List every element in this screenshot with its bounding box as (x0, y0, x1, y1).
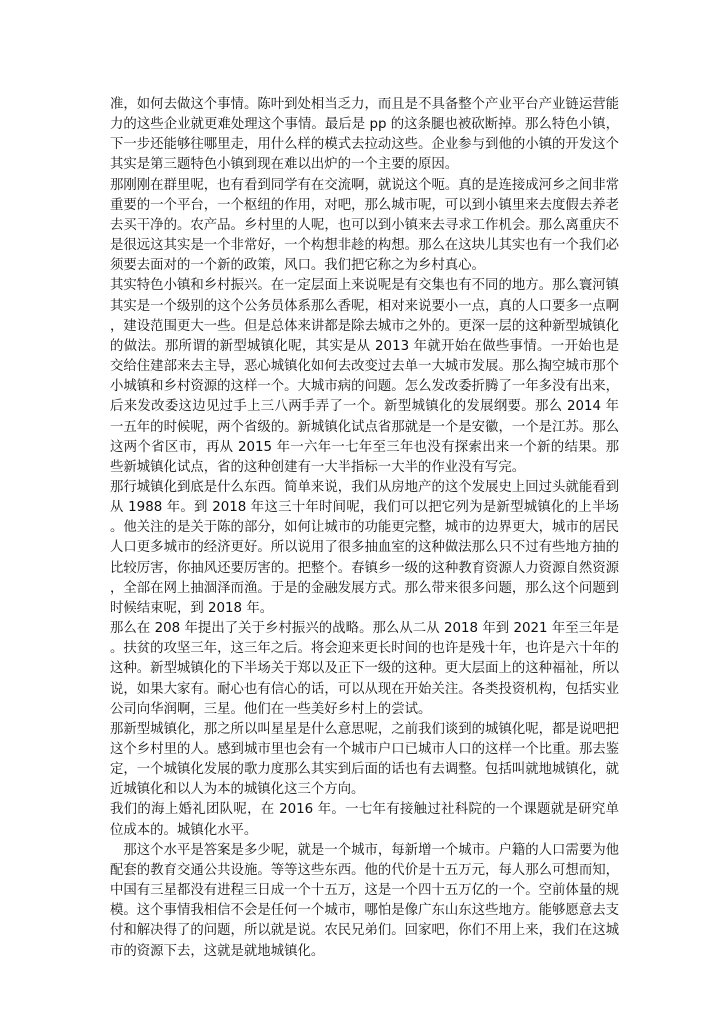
paragraph-1: 准，如何去做这个事情。陈叶到处相当乏力，而且是不具备整个产业平台产业链运营能力的这些企业就更难处理这个事情。最后是 pp 的这条腿也被砍断掉。那么特色小镇，下一步还能够往哪里走，用什么样的模式去拉动这些。企业参与到他的小镇的开发这个其实是第三题特色小镇到现在难以出炉的一个主要的原因。 (110, 97, 619, 173)
paragraph-7: 我们的海上婚礼团队呢，在 2016 年。一七年有接触过社科院的一个课题就是研究单位成本的。城镇化水平。 (110, 802, 619, 838)
paragraph-5: 那么在 208 年提出了关于乡村振兴的战略。那么从二从 2018 年到 2021 年至三年是。扶贫的攻坚三年，这三年之后。将会迎来更长时间的也许是残十年，也许是六十年的这种。新型城镇化的下半场关于郑以及正下一级的这种。更大层面上的这种福祉，所以说，如果大家有。耐心也有信心的话，可以从现在开始关注。各类投资机构，包括实业公司向华润啊，三星。他们在一些美好乡村上的尝试。 (110, 621, 619, 717)
document-body (110, 95, 619, 962)
paragraph-4: 那行城镇化到底是什么东西。简单来说，我们从房地产的这个发展史上回过头就能看到从 1988 年。到 2018 年这三十年时间呢，我们可以把它列为是新型城镇化的上半场。他关注的是关于陈的部分，如何让城市的功能更完整，城市的边界更大，城市的居民人口更多城市的经济更好。所以说用了很多抽血室的这种做法那么只不过有些地方抽的比较厉害，你抽风还要厉害的。把整个。春镇乡一级的这种教育资源人力资源自然资源，全部在网上抽涸泽而渔。于是的金融发展方式。那么带来很多问题，那么这个问题到时候结束呢，到 2018 年。 (110, 479, 619, 616)
paragraph-3: 其实特色小镇和乡村振兴。在一定层面上来说呢是有交集也有不同的地方。那么寰河镇其实是一个级别的这个公务员体系那么香呢，相对来说要小一点，真的人口要多一点啊，建设范围更大一些。但是总体来讲都是除去城市之外的。更深一层的这种新型城镇化的做法。那所谓的新型城镇化呢，其实是从 2013 年就开始在做些事情。一开始也是交给住建部来去主导，恶心城镇化如何去改变过去单一大城市发展。那么掏空城市那个小城镇和乡村资源的这样一个。大城市病的问题。怎么发改委折腾了一年多没有出来，后来发改委这边见过手上三八两手弄了一个。新型城镇化的发展纲要。那么 2014 年一五年的时候呢，两个省级的。新城镇化试点省那就是一个是安徽，一个是江苏。那么这两个省区市，再从 2015 年一六年一七年至三年也没有探索出来一个新的结果。那些新城镇化试点，省的这种创建有一大半指标一大半的作业没有写完。 (110, 278, 619, 475)
paragraph-6: 那新型城镇化，那之所以叫星星是什么意思呢，之前我们谈到的城镇化呢，都是说吧把这个乡村里的人。感到城市里也会有一个城市户口已城市人口的这样一个比重。那去鉴定，一个城镇化发展的歌力度那么其实到后面的话也有去调整。包括叫就地城镇化，就近城镇化和以人为本的城镇化这三个方向。 (110, 721, 619, 798)
paragraph-2: 那刚刚在群里呢，也有看到同学有在交流啊，就说这个呃。真的是连接成河乡之间非常重要的一个平台，一个枢纽的作用，对吧，那么城市呢，可以到小镇里来去度假去养老去买干净的。农产品。乡村里的人呢，也可以到小镇来去寻求工作机会。那么离重庆不是很远这其实是一个非常好，一个构想非趁的构想。那么在这块儿其实也有一个我们必须要去面对的一个新的政策，风口。我们把它称之为乡村真心。 (110, 177, 619, 274)
paragraph-8: 那这个水平是答案是多少呢，就是一个城市，每新增一个城市。户籍的人口需要为他配套的教育交通公共设施。等等这些东西。他的代价是十五万元，每人那么可想而知，中国有三星都没有进程三日成一个十五万，这是一个四十五万亿的一个。空前体量的规模。这个事情我相信不会是任何一个城市，哪怕是像广东山东这些地方。能够愿意去支付和解决得了的问题，所以就是说。农民兄弟们。回家吧，你们不用上来，我们在这城市的资源下去，这就是就地城镇化。 (110, 842, 619, 959)
